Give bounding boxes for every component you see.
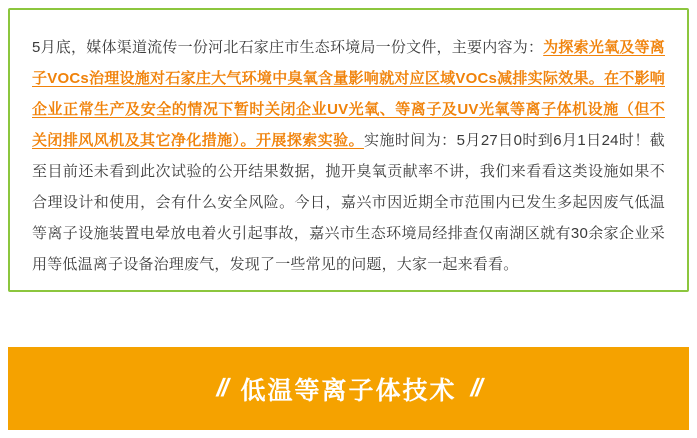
banner-title: 低温等离子体技术 <box>240 376 457 405</box>
spacer <box>0 292 697 347</box>
article-body <box>10 10 687 290</box>
slash-right-icon: // <box>467 374 484 402</box>
slash-left-icon: // <box>213 374 230 402</box>
section-banner <box>8 347 689 430</box>
article-segment-highlight: 为探索光氧及等离子VOCs治理设施对石家庄大气环境中臭氧含量影响就对应区域VOCs减排实际效果。在不影响企业正常生产及安全的情况下暂时关闭企业UV光氧、等离子及UV光氧等离子体机设施（但不关闭排风风机及其它净化措施）。开展探索实验。 <box>32 39 665 149</box>
article-segment-tail: 实施时间为：5月27日0时到6月1日24时！截至目前还未看到此次试验的公开结果数据，抛开臭氧贡献率不讲，我们来看看这类设施如果不合理设计和使用，会有什么安全风险。今日，嘉兴市因近期全市范围内已发生多起因废气低温等离子设施装置电晕放电着火引起事故，嘉兴市生态环境局经排查仅南湖区就有30余家企业采用等低温离子设备治理废气，发现了一些常见的问题，大家一起来看看。 <box>32 132 665 273</box>
banner-content <box>213 371 484 407</box>
article-paragraph <box>32 32 665 280</box>
article-container <box>8 8 689 292</box>
article-segment-intro: 5月底，媒体渠道流传一份河北石家庄市生态环境局一份文件，主要内容为： <box>32 39 544 56</box>
